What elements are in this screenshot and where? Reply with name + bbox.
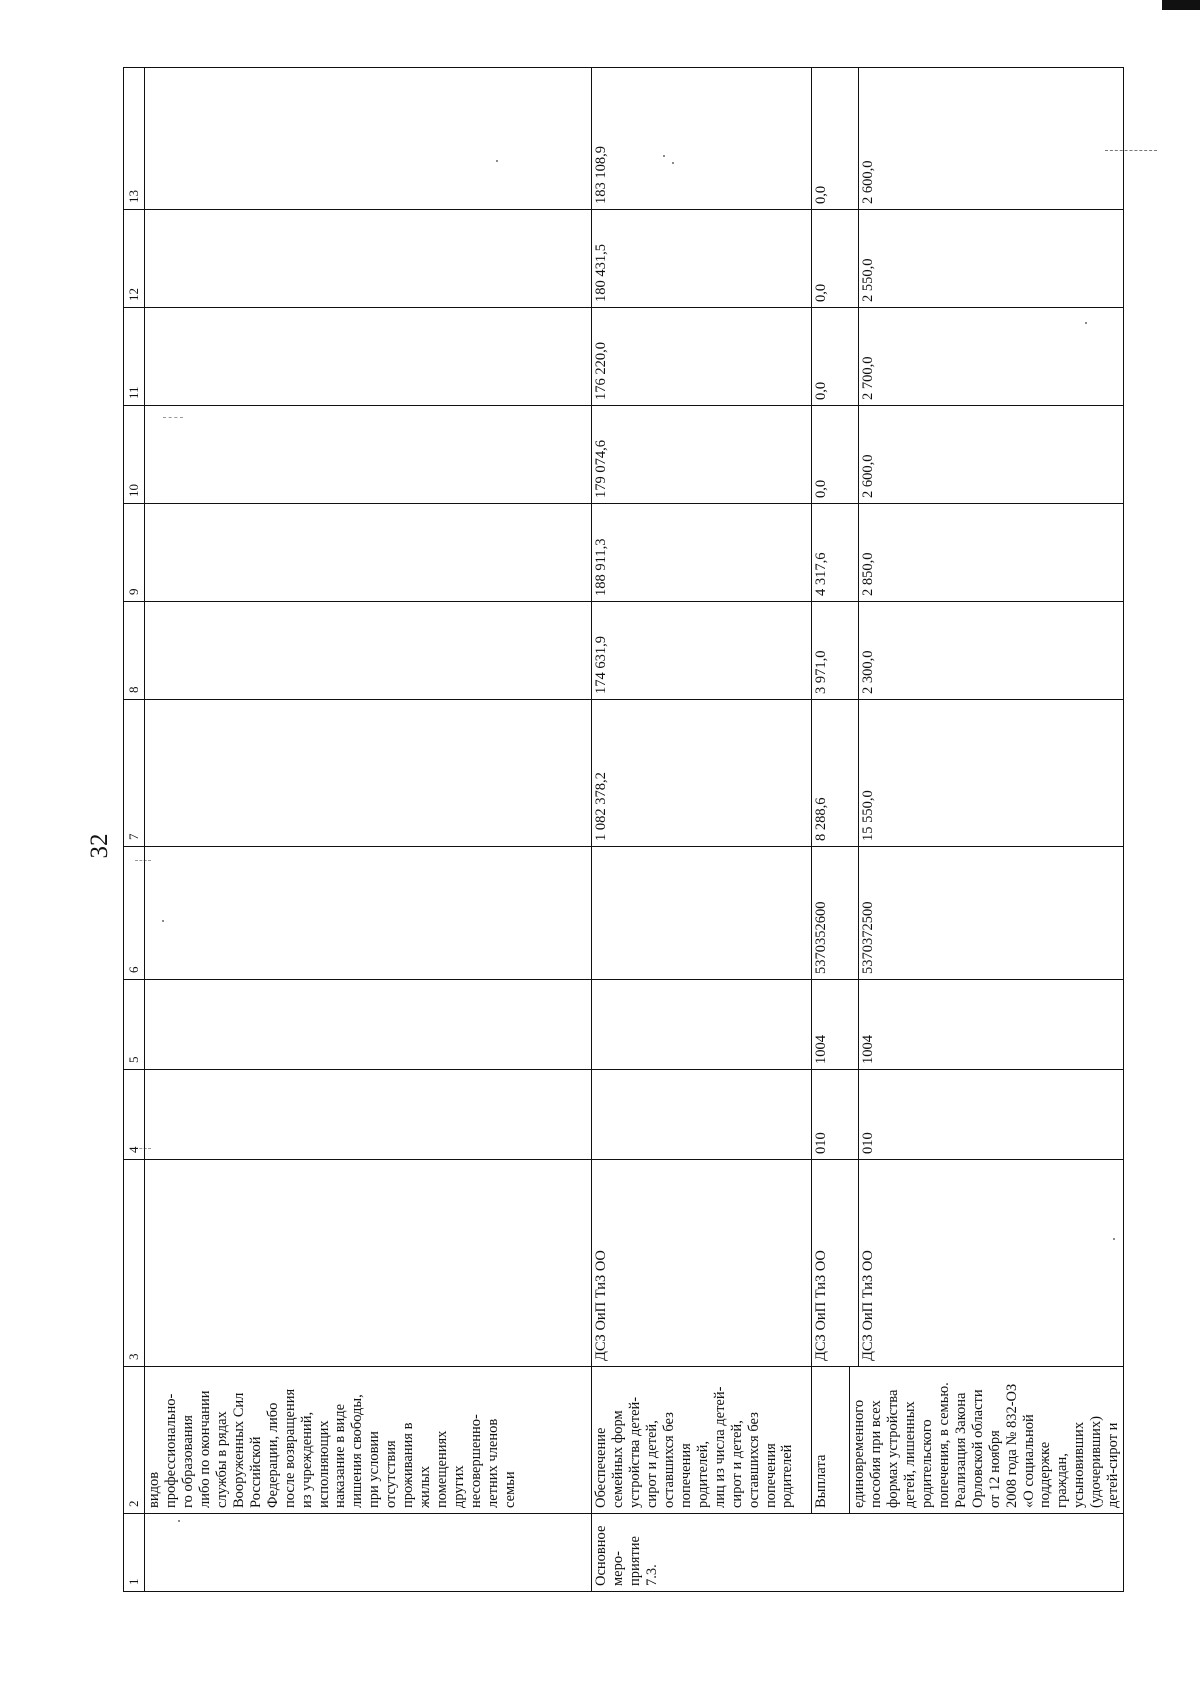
table-row xyxy=(812,68,859,1592)
code-cell: 5370372500 xyxy=(858,847,1124,980)
measure-description-cell xyxy=(812,1367,1124,1514)
amount-cell: 180 431,5 xyxy=(592,210,812,308)
table-cell xyxy=(145,1070,592,1160)
executor-cell: ДСЗ ОиП ТиЗ ОО xyxy=(812,1160,859,1367)
column-number: 3 xyxy=(124,1160,145,1367)
executor-cell: ДСЗ ОиП ТиЗ ОО xyxy=(592,1160,812,1367)
column-number: 13 xyxy=(124,68,145,210)
table-row xyxy=(858,68,1124,1592)
code-cell: 010 xyxy=(812,1070,859,1160)
amount-cell: 0,0 xyxy=(812,68,859,210)
column-number: 7 xyxy=(124,700,145,847)
table-cell xyxy=(145,1514,592,1592)
amount-cell: 2 600,0 xyxy=(858,406,1124,504)
column-number: 4 xyxy=(124,1070,145,1160)
measure-description-cell: видов профессионально- го образования либо по окончании службы в рядах Вооруженных Сил Российской Федерации, либо после возвращения из учреждений, исполняющих наказание в виде лишения свободы, при условии отсутствия проживания в жилых помещениях других несовершенно- летних членов семьи xyxy=(145,1367,592,1514)
measure-description-text: единовременного пособия при всех формах устройства детей, лишенных родительского попечения, в семью. Реализация Закона Орловской области от 12 ноября 2008 года № 832-ОЗ «О социальной поддержке граждан, усыновивших (удочеривших) детей-сирот и xyxy=(851,1382,1122,1508)
table-cell xyxy=(145,700,592,847)
amount-cell: 2 550,0 xyxy=(858,210,1124,308)
amount-cell: 15 550,0 xyxy=(858,700,1124,847)
table-cell xyxy=(145,602,592,700)
column-number: 11 xyxy=(124,308,145,406)
amount-cell: 2 700,0 xyxy=(858,308,1124,406)
table-cell xyxy=(145,504,592,602)
amount-cell: 0,0 xyxy=(812,308,859,406)
rotated-table-wrapper xyxy=(123,68,1122,1592)
table-row xyxy=(592,68,812,1592)
column-number-row xyxy=(124,68,145,1592)
scan-corner-mark xyxy=(1162,0,1200,10)
column-number: 1 xyxy=(124,1514,145,1592)
table-cell xyxy=(145,308,592,406)
column-number: 8 xyxy=(124,602,145,700)
amount-cell: 176 220,0 xyxy=(592,308,812,406)
measure-description-cell: Обеспечение семейных форм устройства детей- сирот и детей, оставшихся без попечения родителей, лиц из числа детей- сирот и детей, оставшихся без попечения родителей xyxy=(592,1367,812,1514)
column-number: 2 xyxy=(124,1367,145,1514)
amount-cell: 179 074,6 xyxy=(592,406,812,504)
amount-cell: 2 600,0 xyxy=(858,68,1124,210)
column-number: 12 xyxy=(124,210,145,308)
table-row xyxy=(145,68,592,1592)
amount-cell: 188 911,3 xyxy=(592,504,812,602)
column-number: 9 xyxy=(124,504,145,602)
table-cell xyxy=(145,68,592,210)
column-number: 6 xyxy=(124,847,145,980)
code-cell: 5370352600 xyxy=(812,847,859,980)
budget-table xyxy=(123,67,1124,1592)
code-cell: 010 xyxy=(858,1070,1124,1160)
amount-cell: 0,0 xyxy=(812,406,859,504)
table-cell xyxy=(145,980,592,1070)
table-cell xyxy=(592,847,812,980)
amount-cell: 0,0 xyxy=(812,210,859,308)
code-cell: 1004 xyxy=(812,980,859,1070)
table-cell xyxy=(592,980,812,1070)
table-cell xyxy=(592,1070,812,1160)
amount-cell: 1 082 378,2 xyxy=(592,700,812,847)
code-cell: 1004 xyxy=(858,980,1124,1070)
column-number: 10 xyxy=(124,406,145,504)
amount-cell: 174 631,9 xyxy=(592,602,812,700)
column-number: 5 xyxy=(124,980,145,1070)
amount-cell: 4 317,6 xyxy=(812,504,859,602)
amount-cell: 8 288,6 xyxy=(812,700,859,847)
table-cell xyxy=(145,1160,592,1367)
amount-cell: 183 108,9 xyxy=(592,68,812,210)
table-cell xyxy=(145,210,592,308)
executor-cell: ДСЗ ОиП ТиЗ ОО xyxy=(858,1160,1124,1367)
page-number: 32 xyxy=(86,833,113,859)
amount-cell: 2 850,0 xyxy=(858,504,1124,602)
amount-cell: 3 971,0 xyxy=(812,602,859,700)
table-cell xyxy=(145,847,592,980)
table-cell xyxy=(145,406,592,504)
measure-number-cell: Основное меро- приятие 7.3. xyxy=(592,1514,1124,1592)
measure-title: Выплата xyxy=(812,1367,850,1513)
amount-cell: 2 300,0 xyxy=(858,602,1124,700)
